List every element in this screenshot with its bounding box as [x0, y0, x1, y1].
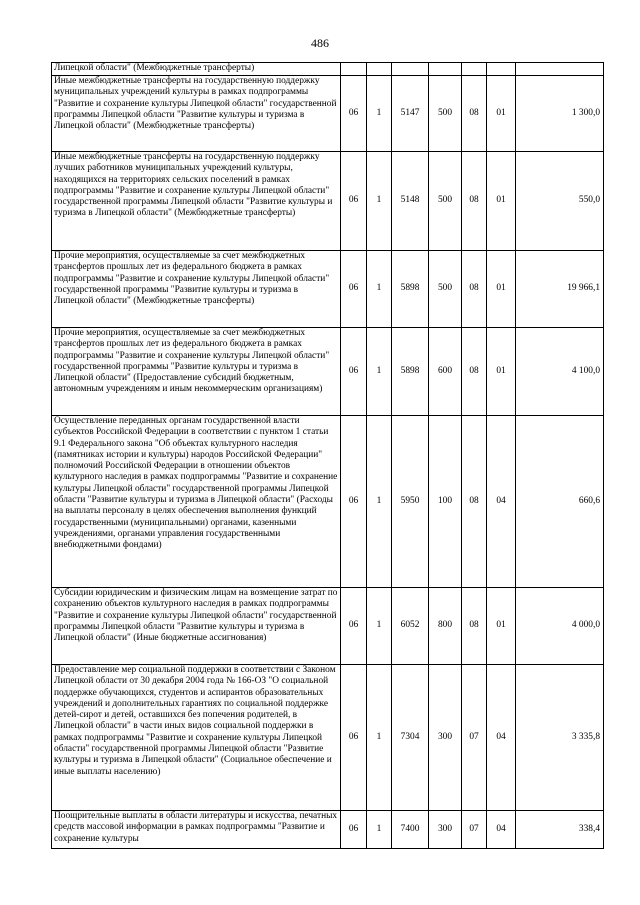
row-description: Осуществление переданных органам государственной власти субъектов Российской Федерации в соответствии с пунктом 1 статьи 9.1 Федерального закона "Об объектах культурного наследия (памятниках истории и культуры) народов Российской Федерации" полномочий Российской Федерации в отношении объектов культурного наследия в рамках подпрограммы "Развитие и сохранение культуры Липецкой области" государственной программы Липецкой области "Развитие культуры и туризма в Липецкой области" (Расходы на выплаты персоналу в целях обеспечения выполнения функций государственными (муниципальными) органами, казенными учреждениями, органами управления государственными внебюджетными фондами)	[52, 416, 341, 588]
section-code: 08	[462, 152, 487, 251]
expense-type-code: 100	[429, 416, 462, 588]
program-code	[341, 63, 367, 76]
amount	[516, 63, 604, 76]
amount: 19 966,1	[516, 251, 604, 328]
expense-type-code: 500	[429, 152, 462, 251]
table-row	[52, 76, 604, 152]
program-code: 06	[341, 251, 367, 328]
subsection-code: 04	[487, 416, 516, 588]
section-code: 08	[462, 76, 487, 152]
table-row	[52, 63, 604, 76]
program-code: 06	[341, 416, 367, 588]
subprogram-code: 1	[367, 251, 392, 328]
section-code: 07	[462, 811, 487, 849]
direction-code: 5950	[392, 416, 429, 588]
program-code: 06	[341, 665, 367, 811]
direction-code	[392, 63, 429, 76]
program-code: 06	[341, 588, 367, 665]
table-row	[52, 416, 604, 588]
subprogram-code: 1	[367, 152, 392, 251]
direction-code: 5148	[392, 152, 429, 251]
section-code	[462, 63, 487, 76]
subsection-code: 01	[487, 76, 516, 152]
subsection-code: 04	[487, 665, 516, 811]
expense-type-code: 600	[429, 328, 462, 416]
section-code: 07	[462, 665, 487, 811]
row-description: Иные межбюджетные трансферты на государственную поддержку муниципальных учреждений культуры в рамках подпрограммы "Развитие и сохранение культуры Липецкой области" государственной программы Липецкой области "Развитие культуры и туризма в Липецкой области" (Межбюджетные трансферты)	[52, 76, 341, 152]
page-number: 486	[311, 36, 329, 50]
program-code: 06	[341, 811, 367, 849]
expense-type-code	[429, 63, 462, 76]
table-row	[52, 588, 604, 665]
expense-type-code: 500	[429, 76, 462, 152]
row-description: Субсидии юридическим и физическим лицам на возмещение затрат по сохранению объектов культурного наследия в рамках подпрограммы "Развитие и сохранение культуры Липецкой области" государственной программы Липецкой области "Развитие культуры и туризма в Липецкой области" (Иные бюджетные ассигнования)	[52, 588, 341, 665]
program-code: 06	[341, 152, 367, 251]
row-description: Поощрительные выплаты в области литературы и искусства, печатных средств массовой информации в рамках подпрограммы "Развитие и сохранение культуры	[52, 811, 341, 849]
program-code: 06	[341, 328, 367, 416]
section-code: 08	[462, 251, 487, 328]
subsection-code: 01	[487, 588, 516, 665]
table-row	[52, 251, 604, 328]
expense-type-code: 500	[429, 251, 462, 328]
direction-code: 5147	[392, 76, 429, 152]
amount: 1 300,0	[516, 76, 604, 152]
amount: 3 335,8	[516, 665, 604, 811]
amount: 4 000,0	[516, 588, 604, 665]
subprogram-code	[367, 63, 392, 76]
row-description: Предоставление мер социальной поддержки в соответствии с Законом Липецкой области от 30 декабря 2004 года № 166-ОЗ "О социальной поддержке обучающихся, студентов и аспирантов образовательных учреждений и дополнительных гарантиях по социальной поддержке детей-сирот и детей, оставшихся без попечения родителей, в Липецкой области" в части иных видов социальной поддержки в рамках подпрограммы "Развитие и сохранение культуры Липецкой области" государственной программы Липецкой области "Развитие культуры и туризма в Липецкой области" (Социальное обеспечение и иные выплаты населению)	[52, 665, 341, 811]
section-code: 08	[462, 328, 487, 416]
subsection-code	[487, 63, 516, 76]
subsection-code: 01	[487, 152, 516, 251]
direction-code: 7400	[392, 811, 429, 849]
subprogram-code: 1	[367, 665, 392, 811]
subsection-code: 01	[487, 328, 516, 416]
subprogram-code: 1	[367, 328, 392, 416]
table-row	[52, 811, 604, 849]
section-code: 08	[462, 416, 487, 588]
subprogram-code: 1	[367, 416, 392, 588]
expense-type-code: 300	[429, 665, 462, 811]
table-row	[52, 328, 604, 416]
direction-code: 5898	[392, 251, 429, 328]
table-row	[52, 665, 604, 811]
table-row	[52, 152, 604, 251]
direction-code: 5898	[392, 328, 429, 416]
row-description: Липецкой области" (Межбюджетные трансферты)	[52, 63, 341, 76]
amount: 338,4	[516, 811, 604, 849]
subsection-code: 04	[487, 811, 516, 849]
expense-type-code: 800	[429, 588, 462, 665]
subprogram-code: 1	[367, 76, 392, 152]
amount: 550,0	[516, 152, 604, 251]
amount: 660,6	[516, 416, 604, 588]
direction-code: 7304	[392, 665, 429, 811]
subprogram-code: 1	[367, 811, 392, 849]
subprogram-code: 1	[367, 588, 392, 665]
row-description: Иные межбюджетные трансферты на государственную поддержку лучших работников муниципальных учреждений культуры, находящихся на территориях сельских поселений в рамках подпрограммы "Развитие и сохранение культуры Липецкой области" государственной программы Липецкой области "Развитие культуры и туризма в Липецкой области" (Межбюджетные трансферты)	[52, 152, 341, 251]
row-description: Прочие мероприятия, осуществляемые за счет межбюджетных трансфертов прошлых лет из федерального бюджета в рамках подпрограммы "Развитие и сохранение культуры Липецкой области" государственной программы "Развитие культуры и туризма в Липецкой области" (Межбюджетные трансферты)	[52, 251, 341, 328]
expense-type-code: 300	[429, 811, 462, 849]
budget-table	[51, 62, 604, 849]
row-description: Прочие мероприятия, осуществляемые за счет межбюджетных трансфертов прошлых лет из федерального бюджета в рамках подпрограммы "Развитие и сохранение культуры Липецкой области" государственной программы "Развитие культуры и туризма в Липецкой области" (Предоставление субсидий бюджетным, автономным учреждениям и иным некоммерческим организациям)	[52, 328, 341, 416]
direction-code: 6052	[392, 588, 429, 665]
program-code: 06	[341, 76, 367, 152]
amount: 4 100,0	[516, 328, 604, 416]
section-code: 08	[462, 588, 487, 665]
subsection-code: 01	[487, 251, 516, 328]
